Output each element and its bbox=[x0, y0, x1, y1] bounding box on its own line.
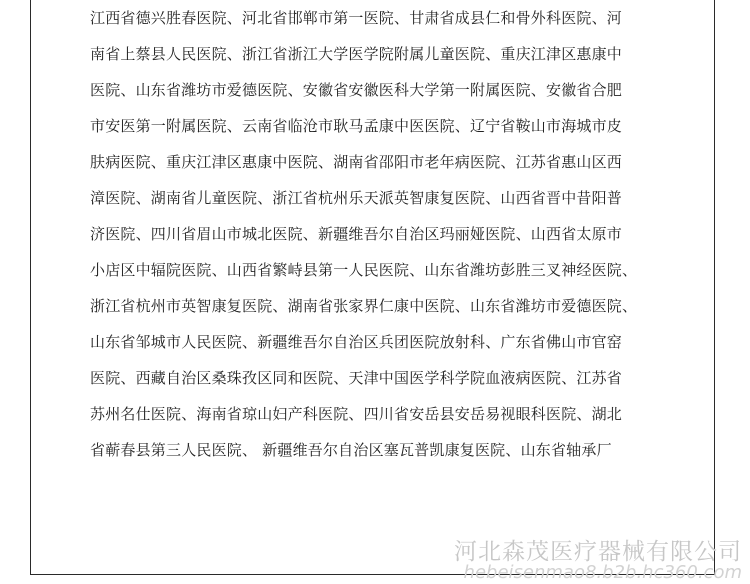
text-line: 苏州名仕医院、海南省琼山妇产科医院、四川省安岳县安岳易视眼科医院、湖北 bbox=[90, 405, 623, 423]
text-line: 医院、西藏自治区桑珠孜区同和医院、天津中国医学科学院血液病医院、江苏省 bbox=[90, 369, 623, 387]
hospital-list-paragraph bbox=[90, 0, 660, 468]
text-line: 小店区中辐院医院、山西省繁峙县第一人民医院、山东省潍坊彭胜三叉神经医院、 bbox=[90, 261, 638, 279]
text-line: 济医院、四川省眉山市城北医院、新疆维吾尔自治区玛丽娅医院、山西省太原市 bbox=[90, 225, 623, 243]
text-line: 省蕲春县第三人民医院、 新疆维吾尔自治区塞瓦普凯康复医院、山东省轴承厂 bbox=[90, 441, 612, 459]
watermark-company: 河北森茂医疗器械有限公司 bbox=[454, 539, 742, 565]
text-line: 浙江省杭州市英智康复医院、湖南省张家界仁康中医院、山东省潍坊市爱德医院、 bbox=[90, 297, 638, 315]
watermark-url: hebeisenmao8.b2b.hc360.com bbox=[463, 562, 742, 583]
text-line: 江西省德兴胜春医院、河北省邯郸市第一医院、甘肃省成县仁和骨外科医院、河 bbox=[90, 9, 623, 27]
text-line: 市安医第一附属医院、云南省临沧市耿马孟康中医医院、辽宁省鞍山市海城市皮 bbox=[90, 117, 623, 135]
text-line: 漳医院、湖南省儿童医院、浙江省杭州乐天派英智康复医院、山西省晋中昔阳普 bbox=[90, 189, 623, 207]
text-line: 山东省邹城市人民医院、新疆维吾尔自治区兵团医院放射科、广东省佛山市官窑 bbox=[90, 333, 623, 351]
text-line: 肤病医院、重庆江津区惠康中医院、湖南省邵阳市老年病医院、江苏省惠山区西 bbox=[90, 153, 623, 171]
text-line: 南省上蔡县人民医院、浙江省浙江大学医学院附属儿童医院、重庆江津区惠康中 bbox=[90, 45, 623, 63]
text-line: 医院、山东省潍坊市爱德医院、安徽省安徽医科大学第一附属医院、安徽省合肥 bbox=[90, 81, 623, 99]
